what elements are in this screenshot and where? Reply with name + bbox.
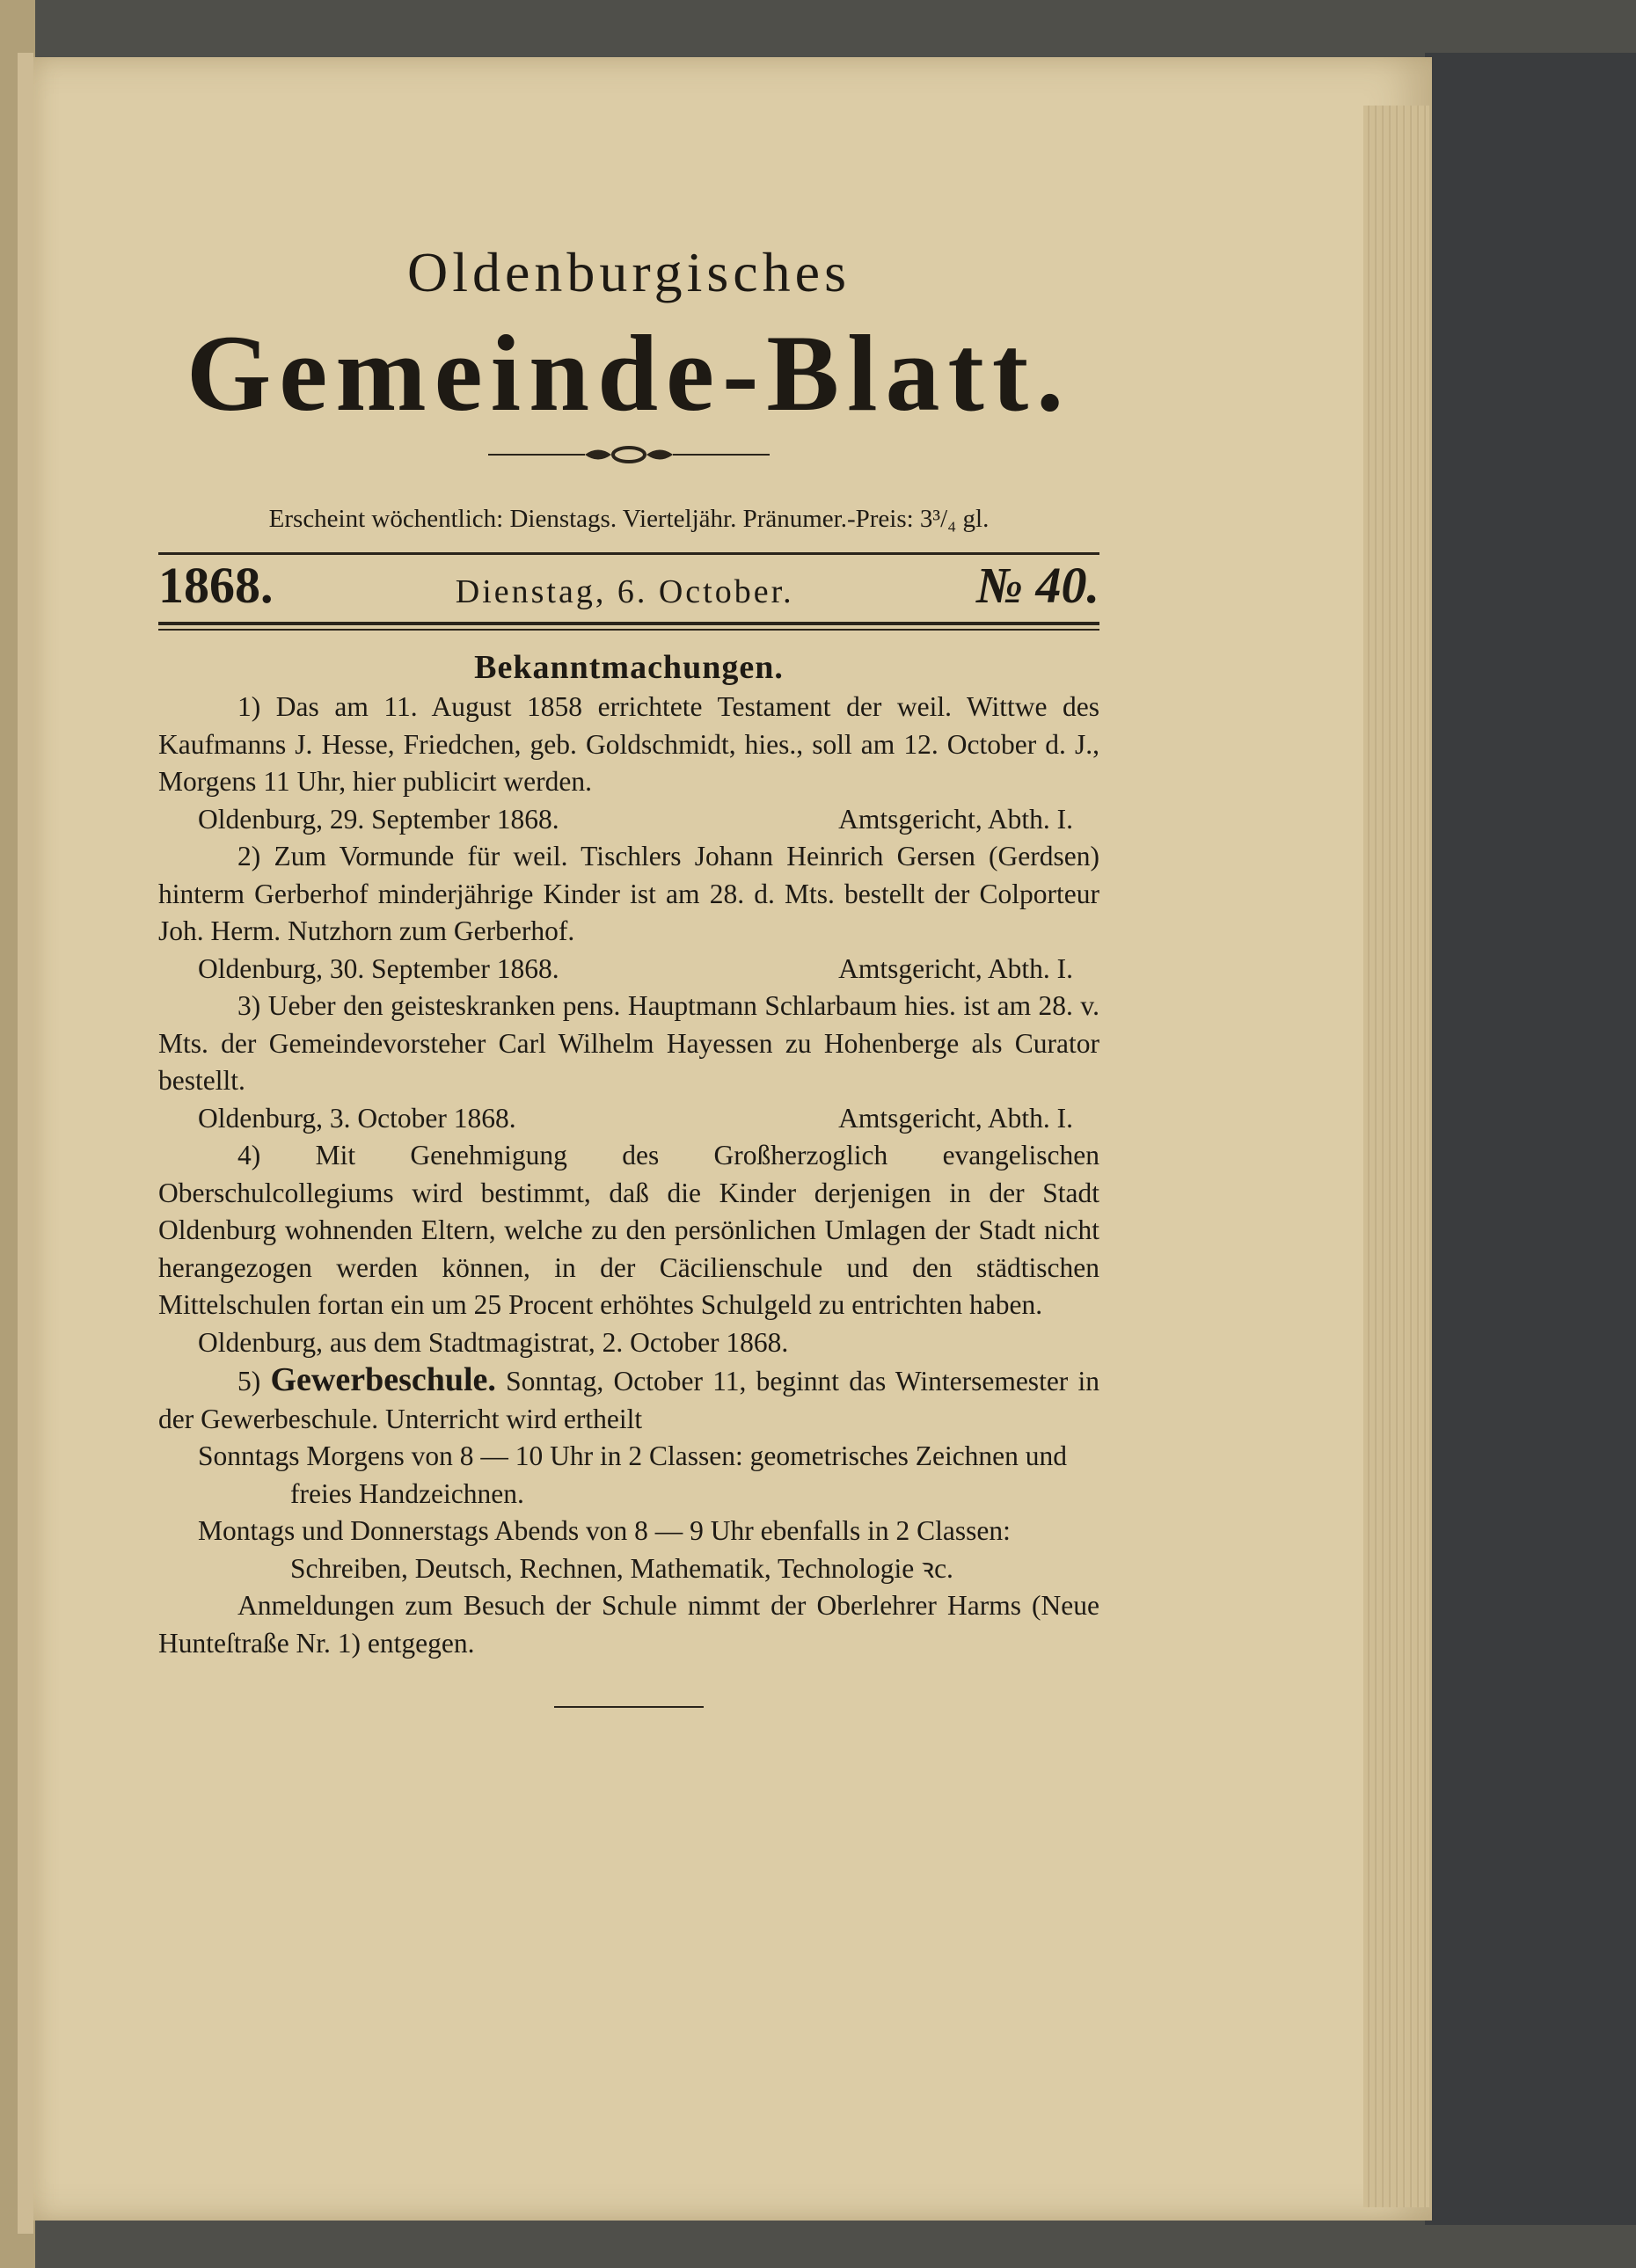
dateline [158, 557, 1099, 615]
notice-5-number: 5) [237, 1366, 261, 1397]
notice-5-closing: Anmeldungen zum Besuch der Schule nimmt der Oberlehrer Harms (Neue Hunteſtraße Nr. 1) entgegen. [158, 1590, 1099, 1659]
masthead-title: Gemeinde-Blatt. [186, 313, 1072, 434]
notice-5-line-1: Sonntags Morgens von 8 — 10 Uhr in 2 Classen: geometrisches Zeichnen und freies Handzeichnen. [198, 1440, 1068, 1509]
notices-body [158, 689, 1099, 1662]
page-content [158, 237, 1099, 1708]
ornament-divider [488, 443, 770, 466]
page-stack-edges [1363, 106, 1429, 2207]
notice-5-intro-paragraph [158, 1361, 1099, 1438]
notice-5-line-2: Montags und Donnerstags Abends von 8 — 9 Uhr ebenfalls in 2 Classen: Schreiben, Deutsch, Rechnen, Mathematik, Technologie ꝛc. [198, 1515, 1011, 1584]
publication-info: Erscheint wöchentlich: Dienstags. Vierteljähr. Pränumer.-Preis: 3³/₄ gl. [268, 505, 990, 533]
dateline-double-rule [158, 622, 1099, 631]
notice-3-signature: Amtsgericht, Abth. I. [838, 1102, 1073, 1134]
header-rule [158, 552, 1099, 555]
notice-2-signature: Amtsgericht, Abth. I. [838, 952, 1073, 984]
notice-3-signature-line [158, 1100, 1099, 1138]
notice-2-signature-line [158, 951, 1099, 988]
end-rule [554, 1706, 704, 1708]
book-cover-right [1425, 53, 1636, 2225]
notice-5-intro: Sonntag, October 11, beginnt das Wintersemester in der Gewerbeschule. Unterricht wird ertheilt [158, 1366, 1100, 1434]
notice-1-text: 1) Das am 11. August 1858 errichtete Testament der weil. Wittwe des Kaufmanns J. Hesse, Friedchen, geb. Goldschmidt, hies., soll am 12. October d. J., Morgens 11 Uhr, hier publicirt werden. [158, 691, 1099, 797]
issue-number: № 40. [975, 557, 1099, 614]
notice-1-signature: Amtsgericht, Abth. I. [838, 803, 1073, 835]
issue-date: Dienstag, 6. October. [455, 573, 794, 610]
notice-5-heading: Gewerbeschule. [270, 1361, 496, 1398]
notice-4-closing: Oldenburg, aus dem Stadtmagistrat, 2. October 1868. [198, 1326, 789, 1358]
section-title: Bekanntmachungen. [474, 649, 784, 686]
notice-1-signature-line [158, 801, 1099, 839]
notice-4-text: 4) Mit Genehmigung des Großherzoglich evangelischen Oberschulcollegiums wird bestimmt, daß die Kinder derjenigen in der Stadt Oldenburg wohnenden Eltern, welche zu den persönlichen Umlagen der Stadt nicht herangezogen werden können, in der Cäcilienschule und den städtischen Mittelschulen fortan ein um 25 Procent erhöhtes Schulgeld zu entrichten haben. [158, 1140, 1099, 1320]
notice-1-place-date: Oldenburg, 29. September 1868. [198, 803, 559, 835]
left-page-edge [18, 53, 33, 2234]
notice-3-text: 3) Ueber den geisteskranken pens. Hauptmann Schlarbaum hies. ist am 28. v. Mts. der Gemeindevorsteher Carl Wilhelm Hayessen zu Hohenberge als Curator bestellt. [158, 990, 1099, 1096]
notice-3-place-date: Oldenburg, 3. October 1868. [198, 1102, 516, 1134]
issue-year: 1868. [158, 557, 274, 614]
notice-2-place-date: Oldenburg, 30. September 1868. [198, 952, 559, 984]
notice-2-text: 2) Zum Vormunde für weil. Tischlers Johann Heinrich Gersen (Gerdsen) hinterm Gerberhof minderjährige Kinder ist am 28. d. Mts. bestellt der Colporteur Joh. Herm. Nutzhorn zum Gerberhof. [158, 841, 1099, 946]
masthead-subtitle: Oldenburgisches [407, 241, 851, 303]
